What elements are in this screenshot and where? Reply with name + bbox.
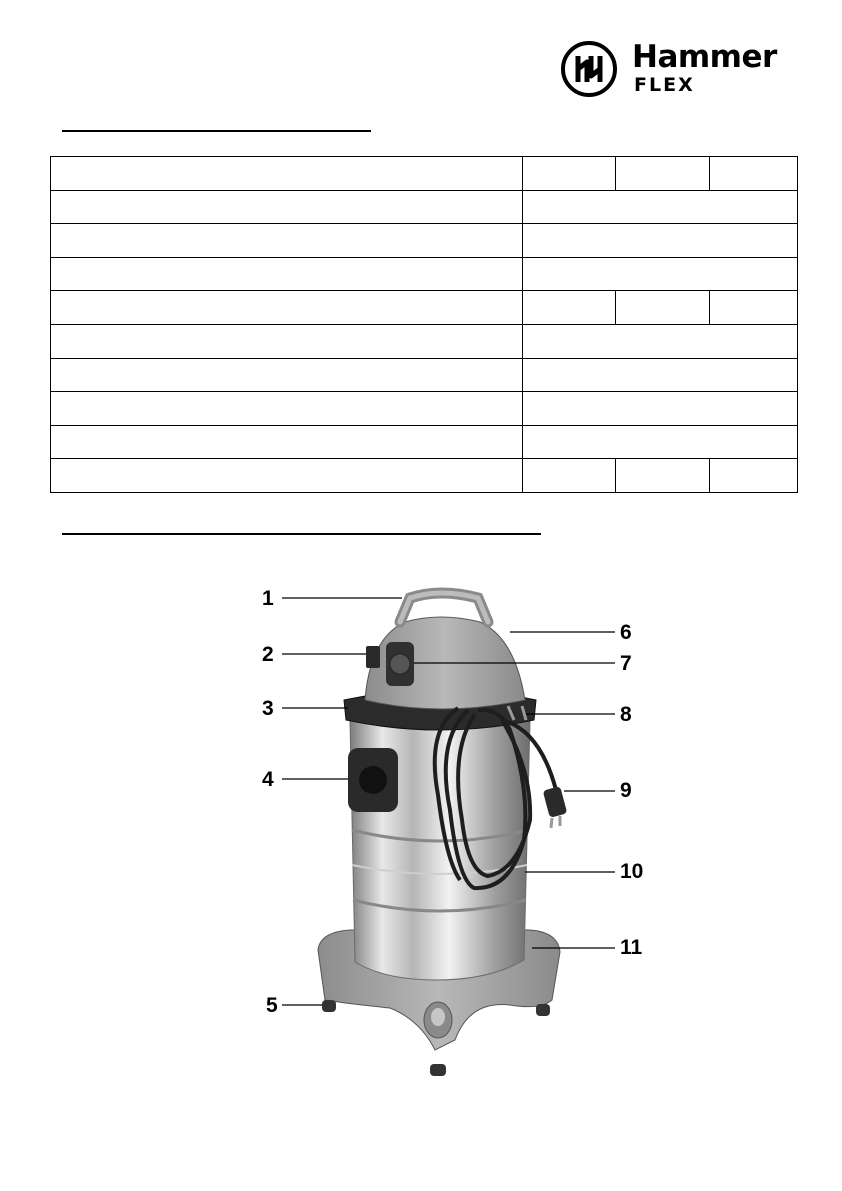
hammer-logo-icon: [560, 40, 618, 98]
callout-11: 11: [620, 936, 643, 959]
table-cell: [51, 459, 523, 493]
brand-name: Hammer: [632, 39, 777, 75]
callout-4: 4: [262, 768, 274, 791]
specifications-table: [50, 156, 798, 493]
table-cell: [51, 224, 523, 258]
table-cell: [523, 324, 798, 358]
callout-9: 9: [620, 779, 632, 802]
vacuum-cleaner-figure: [240, 580, 680, 1080]
table-row: [51, 157, 798, 191]
callout-1: 1: [262, 587, 274, 610]
table-cell: [523, 157, 616, 191]
table-cell: [51, 157, 523, 191]
brand-sub: FLEX: [634, 74, 695, 96]
table-cell: [616, 459, 710, 493]
table-cell: [51, 425, 523, 459]
callout-3: 3: [262, 697, 274, 720]
table-row: [51, 291, 798, 325]
table-row: [51, 459, 798, 493]
table-cell: [616, 157, 710, 191]
section-heading-rule-parts: [62, 533, 541, 535]
callout-5: 5: [266, 994, 278, 1017]
table-row: [51, 324, 798, 358]
table-cell: [51, 392, 523, 426]
table-row: [51, 392, 798, 426]
table-cell: [51, 190, 523, 224]
table-cell: [523, 358, 798, 392]
callout-6: 6: [620, 621, 632, 644]
table-cell: [523, 257, 798, 291]
table-cell: [523, 392, 798, 426]
table-cell: [523, 459, 616, 493]
brand-logo: [560, 40, 800, 100]
callout-10: 10: [620, 860, 644, 883]
section-heading-rule-specs: [62, 130, 371, 132]
callout-8: 8: [620, 703, 632, 726]
table-cell: [51, 324, 523, 358]
table-cell: [616, 291, 710, 325]
table-cell: [523, 224, 798, 258]
table-cell: [51, 358, 523, 392]
table-cell: [523, 425, 798, 459]
vacuum-cleaner-illustration: [240, 580, 680, 1080]
table-row: [51, 190, 798, 224]
table-cell: [523, 190, 798, 224]
table-cell: [710, 157, 798, 191]
table-cell: [523, 291, 616, 325]
callout-2: 2: [262, 643, 274, 666]
table-cell: [710, 459, 798, 493]
table-row: [51, 224, 798, 258]
table-cell: [51, 257, 523, 291]
callout-7: 7: [620, 652, 632, 675]
table-cell: [51, 291, 523, 325]
table-row: [51, 257, 798, 291]
table-row: [51, 425, 798, 459]
table-cell: [710, 291, 798, 325]
table-row: [51, 358, 798, 392]
